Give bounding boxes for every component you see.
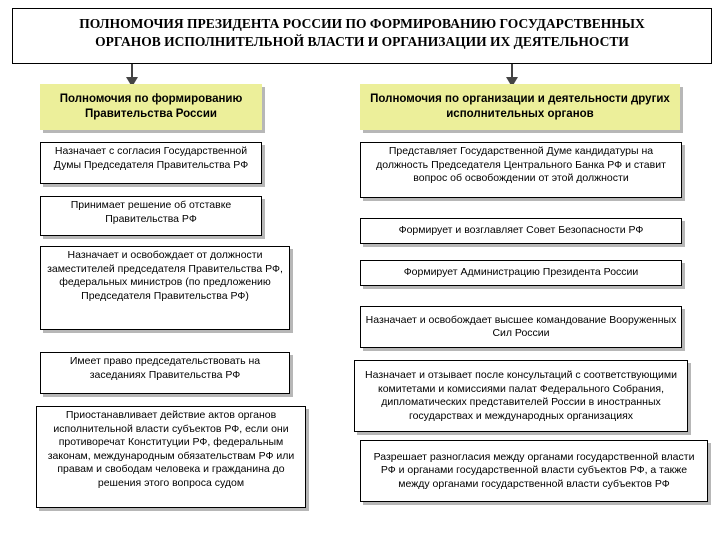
title-line-1: ПОЛНОМОЧИЯ ПРЕЗИДЕНТА РОССИИ ПО ФОРМИРОВАНИЮ ГОСУДАРСТВЕННЫХ bbox=[79, 16, 645, 31]
right-column-heading: Полномочия по организации и деятельности других исполнительных органов bbox=[360, 84, 680, 130]
right-item-4: Назначает и освобождает высшее командование Вооруженных Сил России bbox=[360, 306, 682, 348]
right-item-5: Назначает и отзывает после консультаций с соответствующими комитетами и комиссиями палат Федерального Собрания, дипломатических представителей России в иностранных государствах и международных организациях bbox=[354, 360, 688, 432]
right-item-2: Формирует и возглавляет Совет Безопасности РФ bbox=[360, 218, 682, 244]
diagram-title bbox=[12, 8, 712, 64]
right-item-3: Формирует Администрацию Президента России bbox=[360, 260, 682, 286]
left-item-3: Назначает и освобождает от должности заместителей председателя Правительства РФ, федеральных министров (по предложению Председателя Правительства РФ) bbox=[40, 246, 290, 330]
left-item-2: Принимает решение об отставке Правительства РФ bbox=[40, 196, 262, 236]
left-item-4: Имеет право председательствовать на заседаниях Правительства РФ bbox=[40, 352, 290, 394]
title-line-2: ОРГАНОВ ИСПОЛНИТЕЛЬНОЙ ВЛАСТИ И ОРГАНИЗАЦИИ ИХ ДЕЯТЕЛЬНОСТИ bbox=[95, 34, 629, 49]
left-item-5: Приостанавливает действие актов органов исполнительной власти субъектов РФ, если они противоречат Конституции РФ, федеральным законам, международным обязательствам РФ или правам и свободам человека и гражданина до решения этого вопроса судом bbox=[36, 406, 306, 508]
left-item-1: Назначает с согласия Государственной Думы Председателя Правительства РФ bbox=[40, 142, 262, 184]
left-column-heading: Полномочия по формированию Правительства России bbox=[40, 84, 262, 130]
right-item-6: Разрешает разногласия между органами государственной власти РФ и органами государственной власти субъектов РФ, а также между органами государственной власти субъектов РФ bbox=[360, 440, 708, 502]
right-item-1: Представляет Государственной Думе кандидатуры на должность Председателя Центрального Банка РФ и ставит вопрос об освобождении от этой должности bbox=[360, 142, 682, 198]
